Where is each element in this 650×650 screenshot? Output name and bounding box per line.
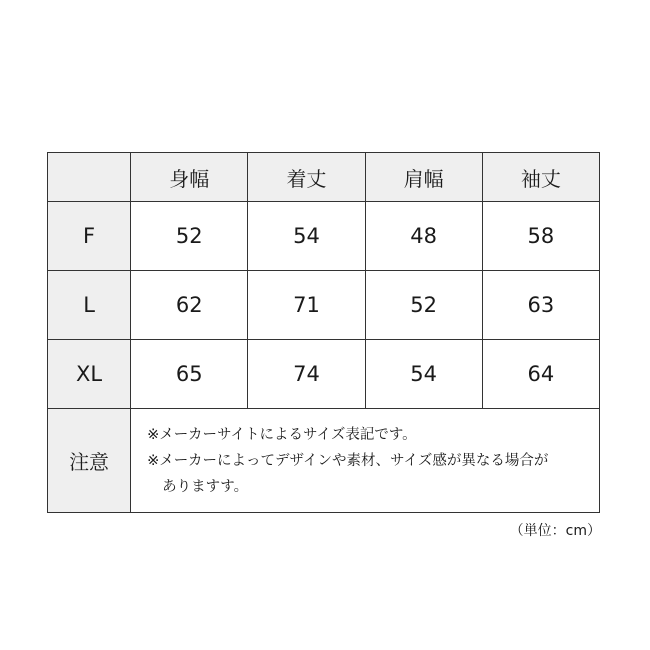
header-shoulder-width: 肩幅 bbox=[365, 153, 482, 202]
unit-label: （単位：cm） bbox=[509, 523, 601, 539]
note-line: ※メーカーサイトによるサイズ表記です。 bbox=[147, 426, 417, 443]
table-cell: 71 bbox=[248, 271, 365, 340]
table-cell: 58 bbox=[482, 202, 599, 271]
header-chest-width: 身幅 bbox=[131, 153, 248, 202]
table-row bbox=[48, 340, 600, 409]
table-cell: 48 bbox=[365, 202, 482, 271]
table-cell: 54 bbox=[248, 202, 365, 271]
size-label: F bbox=[48, 202, 131, 271]
note-line: ※メーカーによってデザインや素材、サイズ感が異なる場合が bbox=[147, 452, 549, 469]
size-label: L bbox=[48, 271, 131, 340]
header-body-length: 着丈 bbox=[248, 153, 365, 202]
notes-row bbox=[48, 409, 600, 513]
notes-text bbox=[131, 409, 600, 513]
table-cell: 62 bbox=[131, 271, 248, 340]
table-cell: 63 bbox=[482, 271, 599, 340]
size-chart-table bbox=[47, 152, 600, 513]
size-label: XL bbox=[48, 340, 131, 409]
table-cell: 52 bbox=[131, 202, 248, 271]
notes-label: 注意 bbox=[48, 409, 131, 513]
table-cell: 64 bbox=[482, 340, 599, 409]
header-row bbox=[48, 153, 600, 202]
table-cell: 65 bbox=[131, 340, 248, 409]
header-sleeve-length: 袖丈 bbox=[482, 153, 599, 202]
table-cell: 54 bbox=[365, 340, 482, 409]
note-line: ありますす。 bbox=[162, 478, 249, 495]
table-cell: 74 bbox=[248, 340, 365, 409]
header-corner-cell bbox=[48, 153, 131, 202]
table-row bbox=[48, 202, 600, 271]
table-cell: 52 bbox=[365, 271, 482, 340]
table-row bbox=[48, 271, 600, 340]
